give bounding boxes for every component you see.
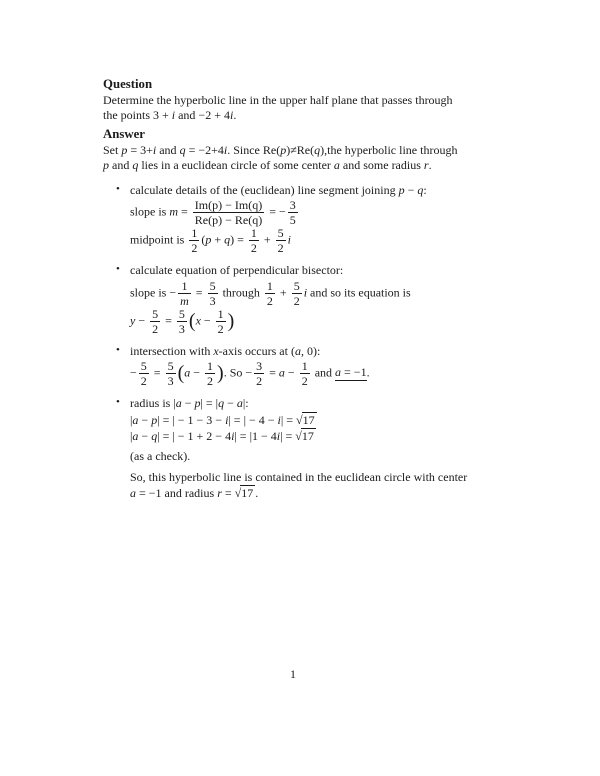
bullet-icon: • bbox=[116, 343, 120, 356]
text-run: lies in a euclidean circle of some center bbox=[138, 158, 334, 172]
text-run: Im(p) − Im(q) bbox=[194, 198, 263, 212]
bullet-item bbox=[103, 396, 483, 412]
underlined-result bbox=[335, 365, 367, 381]
text-run: 17 bbox=[301, 429, 314, 443]
text-run: 2 bbox=[152, 321, 159, 336]
text-run: 2 bbox=[217, 321, 224, 336]
math-variable: a bbox=[236, 396, 243, 410]
text-run: 1 bbox=[250, 226, 257, 240]
math-variable: i bbox=[223, 142, 228, 157]
math-variable: i bbox=[276, 429, 281, 443]
numerator bbox=[166, 360, 176, 374]
math-variable: p bbox=[280, 142, 287, 157]
denominator bbox=[292, 294, 302, 307]
text-run: 3 bbox=[256, 359, 263, 373]
bullet-item bbox=[103, 183, 483, 199]
text-run: + bbox=[211, 232, 225, 247]
fraction bbox=[292, 280, 302, 307]
text-run: | bbox=[130, 429, 133, 443]
denominator bbox=[177, 322, 187, 335]
math-variable: a bbox=[132, 412, 139, 427]
text-run: 5 bbox=[152, 306, 159, 321]
text-run: -axis occurs at ( bbox=[218, 343, 295, 358]
denominator bbox=[288, 213, 298, 226]
text-run: − bbox=[200, 312, 214, 327]
question-body bbox=[103, 93, 483, 124]
page-number: 1 bbox=[290, 667, 296, 681]
square-root bbox=[296, 413, 317, 427]
fraction bbox=[216, 308, 226, 335]
bullet-list bbox=[103, 183, 483, 465]
text-run: + bbox=[276, 284, 290, 299]
numerator bbox=[208, 280, 218, 294]
math-line bbox=[103, 199, 483, 226]
text-line bbox=[130, 486, 483, 502]
text-run: − bbox=[138, 429, 152, 443]
text-run: 2 bbox=[266, 293, 273, 308]
text-run: 5 bbox=[289, 213, 296, 227]
text-run: Set bbox=[103, 142, 122, 157]
question-heading: Question bbox=[103, 77, 153, 91]
radical-icon: √ bbox=[234, 485, 242, 500]
radical-icon: √ bbox=[296, 412, 303, 427]
denominator bbox=[139, 374, 149, 387]
text-run: = bbox=[162, 312, 175, 327]
text-run: radius is | bbox=[130, 396, 176, 410]
text-run: So, this hyperbolic line is contained in the euclidean circle with center bbox=[130, 470, 468, 484]
text-run: 17 bbox=[302, 412, 315, 427]
text-run: through bbox=[219, 284, 263, 299]
fraction bbox=[249, 227, 259, 254]
text-run: midpoint is bbox=[130, 232, 188, 247]
math-variable: i bbox=[287, 232, 292, 247]
math-variable: q bbox=[417, 182, 424, 197]
bullet-item bbox=[103, 344, 483, 360]
math-variable: q bbox=[314, 142, 321, 157]
numerator bbox=[249, 227, 259, 241]
text-run: = bbox=[221, 485, 235, 500]
text-run: − bbox=[224, 396, 237, 410]
text-run: 5 bbox=[293, 278, 300, 293]
text-run: and so its equation is bbox=[307, 284, 411, 299]
text-run: 3 bbox=[178, 321, 185, 336]
text-line bbox=[103, 143, 483, 159]
fraction bbox=[166, 360, 176, 387]
text-run: and bbox=[109, 158, 133, 172]
text-run: = −2+4 bbox=[185, 142, 224, 157]
math-variable: q bbox=[132, 158, 139, 172]
numerator bbox=[205, 360, 215, 374]
math-variable: q bbox=[151, 429, 158, 443]
math-variable: a bbox=[278, 365, 285, 380]
text-run: 5 bbox=[209, 278, 216, 293]
math-variable: m bbox=[169, 204, 179, 219]
math-variable: r bbox=[217, 485, 222, 500]
bullet-icon: • bbox=[116, 182, 120, 195]
text-run: − bbox=[284, 365, 298, 380]
math-variable: i bbox=[225, 412, 229, 427]
text-run: ) = bbox=[230, 232, 247, 247]
text-run: − bbox=[138, 412, 152, 427]
text-run: − bbox=[130, 365, 137, 380]
text-run: − bbox=[181, 396, 195, 410]
text-run: the points 3 + bbox=[103, 108, 172, 122]
text-run: calculate equation of perpendicular bisector: bbox=[130, 263, 344, 277]
numerator bbox=[288, 199, 298, 213]
denominator bbox=[178, 294, 191, 307]
numerator bbox=[139, 360, 149, 374]
denominator bbox=[208, 294, 218, 307]
denominator bbox=[276, 241, 286, 254]
numerator bbox=[292, 280, 302, 294]
text-run: . bbox=[233, 108, 237, 122]
text-run: 2 bbox=[207, 374, 214, 388]
text-run: | = | bbox=[200, 396, 219, 410]
text-run: 1 bbox=[301, 359, 308, 373]
text-run: ( bbox=[201, 232, 206, 247]
big-paren: ) bbox=[227, 309, 235, 332]
math-variable: p bbox=[103, 158, 109, 172]
text-run: . bbox=[255, 485, 259, 500]
fraction bbox=[139, 360, 149, 387]
numerator bbox=[193, 199, 264, 213]
bullet-icon: • bbox=[116, 396, 120, 408]
text-run: 2 bbox=[301, 374, 308, 388]
square-root bbox=[295, 429, 316, 443]
numerator bbox=[150, 308, 160, 322]
text-line bbox=[130, 470, 483, 486]
text-line bbox=[103, 108, 483, 124]
fraction bbox=[178, 280, 191, 307]
text-run: | = | − 1 − 3 − bbox=[157, 412, 226, 427]
denominator bbox=[216, 322, 226, 335]
math-variable: q bbox=[179, 142, 186, 157]
answer-body bbox=[103, 143, 483, 174]
text-run: . bbox=[366, 365, 370, 380]
math-line bbox=[103, 413, 483, 429]
math-variable: i bbox=[171, 108, 176, 122]
closing-paragraph bbox=[103, 470, 483, 501]
radical-icon: √ bbox=[295, 429, 302, 443]
denominator bbox=[150, 322, 160, 335]
numerator bbox=[254, 360, 264, 374]
document-content bbox=[103, 77, 483, 501]
text-run: 17 bbox=[241, 485, 254, 500]
math-variable: p bbox=[151, 412, 158, 427]
big-paren: ( bbox=[177, 361, 185, 384]
math-line bbox=[103, 280, 483, 307]
text-run: 5 bbox=[277, 226, 284, 240]
math-variable: x bbox=[195, 312, 201, 327]
text-run: Re(p) − Re(q) bbox=[194, 213, 263, 227]
text-run: 2 bbox=[256, 374, 263, 388]
math-variable: y bbox=[130, 312, 136, 327]
math-variable: a bbox=[294, 343, 301, 358]
numerator bbox=[265, 280, 275, 294]
denominator bbox=[189, 241, 199, 254]
numerator bbox=[216, 308, 226, 322]
text-run: 5 bbox=[140, 359, 147, 373]
text-run: . So − bbox=[223, 365, 253, 380]
text-line bbox=[103, 158, 483, 174]
text-run: and some radius bbox=[339, 158, 424, 172]
text-run: (as a check). bbox=[130, 448, 191, 463]
bullet-item bbox=[103, 263, 483, 279]
math-variable: i bbox=[303, 284, 308, 299]
fraction bbox=[265, 280, 275, 307]
text-run: | = bbox=[280, 429, 296, 443]
text-run: 2 bbox=[191, 241, 198, 255]
fraction bbox=[177, 308, 187, 335]
text-run: = 3+ bbox=[127, 142, 153, 157]
math-variable: i bbox=[277, 412, 281, 427]
denominator bbox=[300, 374, 310, 387]
answer-heading: Answer bbox=[103, 127, 145, 141]
denominator bbox=[205, 374, 215, 387]
math-variable: i bbox=[152, 142, 157, 157]
numerator bbox=[178, 280, 191, 294]
math-variable: q bbox=[224, 232, 231, 247]
text-run: | = bbox=[280, 412, 297, 427]
text-run: − bbox=[135, 312, 149, 327]
text-run: 2 bbox=[250, 241, 257, 255]
denominator bbox=[265, 294, 275, 307]
text-run: − bbox=[190, 365, 204, 380]
math-variable: q bbox=[218, 396, 225, 410]
text-run: slope is bbox=[130, 204, 170, 219]
numerator bbox=[189, 227, 199, 241]
text-run: )≠Re( bbox=[286, 142, 315, 157]
text-run: intersection with bbox=[130, 343, 214, 358]
text-run: = −1 and radius bbox=[136, 485, 218, 500]
text-run: : bbox=[423, 182, 427, 197]
text-run: 1 bbox=[207, 359, 214, 373]
math-line bbox=[103, 429, 483, 445]
text-run: and bbox=[156, 142, 180, 157]
text-run: 3 bbox=[209, 293, 216, 308]
fraction bbox=[150, 308, 160, 335]
fraction bbox=[193, 199, 264, 226]
math-variable: a bbox=[175, 396, 182, 410]
text-run: and bbox=[311, 365, 336, 380]
numerator bbox=[300, 360, 310, 374]
bullet-icon: • bbox=[116, 263, 120, 275]
square-root bbox=[234, 485, 259, 500]
text-run: 2 bbox=[140, 374, 147, 388]
text-run: 1 bbox=[191, 226, 198, 240]
text-run: . bbox=[428, 158, 432, 172]
text-line bbox=[103, 93, 483, 109]
math-variable: a bbox=[132, 429, 139, 443]
text-run: = −1 bbox=[341, 365, 367, 380]
text-run: 1 bbox=[217, 306, 224, 321]
text-run: − bbox=[404, 182, 418, 197]
text-run: 5 bbox=[167, 359, 174, 373]
numerator bbox=[276, 227, 286, 241]
fraction bbox=[208, 280, 218, 307]
text-run: ),the hyperbolic line through bbox=[320, 142, 458, 157]
fraction bbox=[276, 227, 286, 254]
text-run: 5 bbox=[178, 306, 185, 321]
math-variable: p bbox=[121, 142, 128, 157]
text-run: 3 bbox=[167, 374, 174, 388]
radicand bbox=[240, 485, 255, 500]
text-run: = bbox=[266, 365, 279, 380]
fraction bbox=[300, 360, 310, 387]
text-run: | = | − 1 + 2 − 4 bbox=[157, 429, 232, 443]
math-variable: i bbox=[229, 108, 234, 122]
big-paren: ) bbox=[217, 361, 224, 384]
fraction bbox=[189, 227, 199, 254]
denominator bbox=[249, 241, 259, 254]
math-line bbox=[103, 360, 483, 387]
text-run: 1 bbox=[266, 278, 273, 293]
text-run: and −2 + 4 bbox=[175, 108, 230, 122]
denominator bbox=[193, 213, 264, 226]
denominator bbox=[166, 374, 176, 387]
text-run: 1 bbox=[181, 278, 188, 293]
denominator bbox=[254, 374, 264, 387]
math-variable: a bbox=[130, 485, 136, 500]
text-run: = bbox=[192, 284, 206, 299]
text-run: , 0): bbox=[300, 343, 321, 358]
math-variable: i bbox=[231, 429, 235, 443]
math-variable: p bbox=[205, 232, 212, 247]
math-variable: m bbox=[180, 293, 189, 308]
math-variable: x bbox=[213, 343, 219, 358]
big-paren: ( bbox=[188, 309, 196, 332]
radicand bbox=[301, 428, 316, 443]
text-run: 2 bbox=[293, 293, 300, 308]
fraction bbox=[254, 360, 264, 387]
text-run: | = |1 − 4 bbox=[234, 429, 277, 443]
text-run: 3 bbox=[289, 198, 296, 212]
text-run: = bbox=[150, 365, 164, 380]
fraction bbox=[205, 360, 215, 387]
text-run: . Since Re( bbox=[227, 142, 281, 157]
text-run: | = | − 4 − bbox=[228, 412, 278, 427]
math-variable: a bbox=[333, 158, 340, 172]
math-variable: p bbox=[398, 182, 405, 197]
text-run: |: bbox=[242, 396, 249, 410]
math-line bbox=[103, 308, 483, 335]
radicand bbox=[302, 412, 317, 427]
numerator bbox=[177, 308, 187, 322]
text-run: 2 bbox=[277, 241, 284, 255]
text-run: | bbox=[130, 412, 133, 427]
math-line bbox=[103, 449, 483, 465]
math-line bbox=[103, 227, 483, 254]
math-variable: a bbox=[335, 365, 342, 380]
math-variable: a bbox=[184, 365, 191, 380]
fraction bbox=[288, 199, 298, 226]
text-run: slope is − bbox=[130, 284, 177, 299]
text-run: Determine the hyperbolic line in the upper half plane that passes through bbox=[103, 92, 453, 107]
math-variable: r bbox=[423, 158, 429, 172]
math-variable: p bbox=[194, 396, 201, 410]
text-run: + bbox=[260, 232, 274, 247]
text-run: = bbox=[178, 204, 191, 219]
text-run: calculate details of the (euclidean) line segment joining bbox=[130, 182, 399, 197]
text-run: = − bbox=[266, 204, 286, 219]
